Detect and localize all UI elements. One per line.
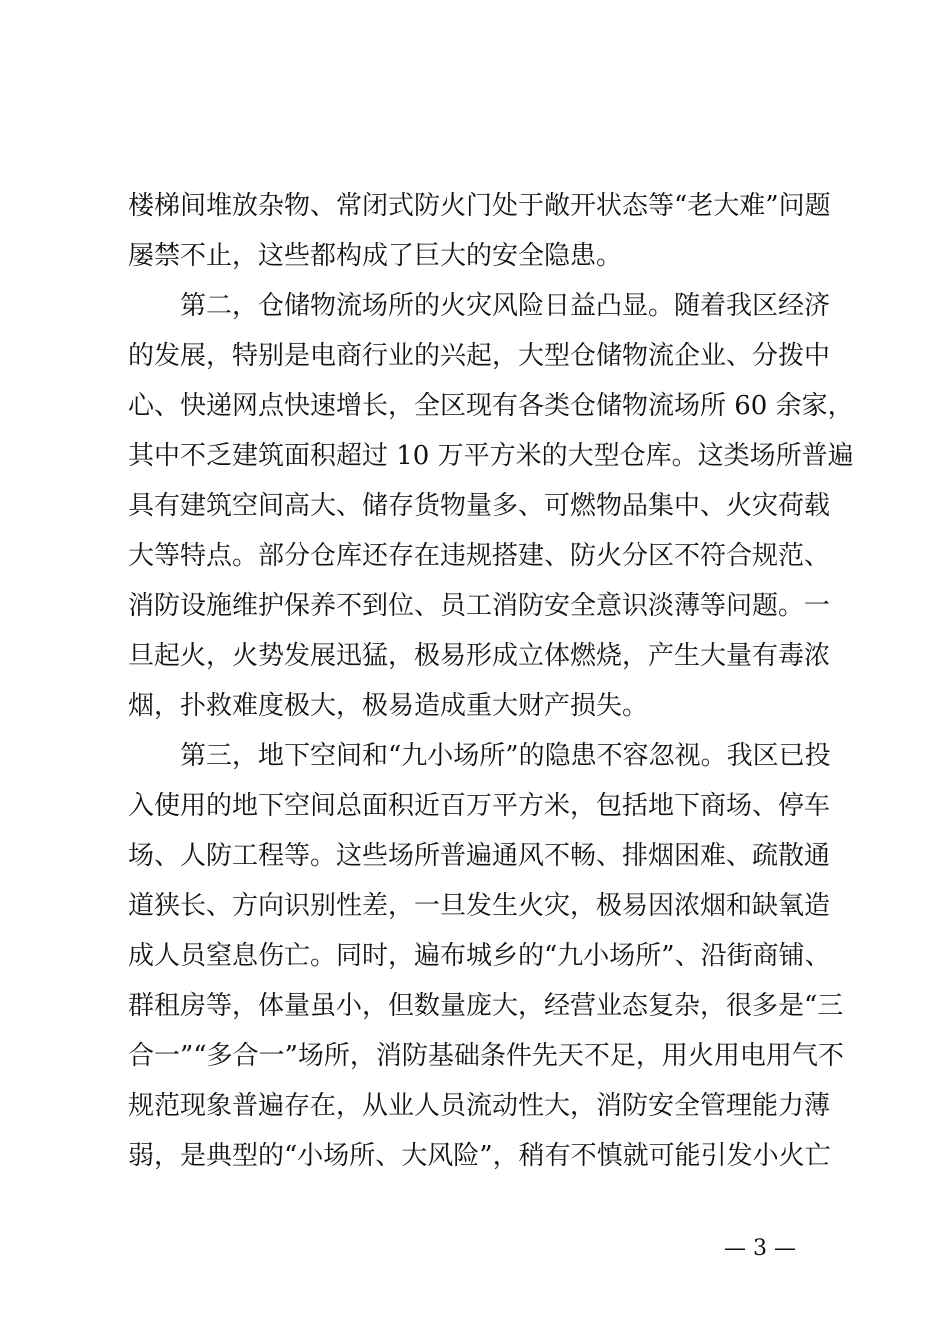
paragraph-3-line-3: 场、人防工程等。这些场所普遍通风不畅、排烟困难、疏散通 <box>128 841 831 871</box>
paragraph-3-line-8: 规范现象普遍存在，从业人员流动性大，消防安全管理能力薄 <box>128 1091 831 1121</box>
paragraph-2-line-7: 消防设施维护保养不到位、员工消防安全意识淡薄等问题。一 <box>128 591 831 621</box>
paragraph-2-line-9: 烟，扑救难度极大，极易造成重大财产损失。 <box>128 691 649 721</box>
text-line-2: 屡禁不止，这些都构成了巨大的安全隐患。 <box>128 241 623 271</box>
paragraph-2-line-1: 第二，仓储物流场所的火灾风险日益凸显。随着我区经济 <box>180 291 831 321</box>
paragraph-3-line-4: 道狭长、方向识别性差，一旦发生火灾，极易因浓烟和缺氧造 <box>128 891 831 921</box>
paragraph-3-line-5: 成人员窒息伤亡。同时，遍布城乡的“九小场所”、沿街商铺、 <box>128 941 831 971</box>
text-line-1: 楼梯间堆放杂物、常闭式防火门处于敞开状态等“老大难”问题 <box>128 191 831 221</box>
paragraph-2-line-8: 旦起火，火势发展迅猛，极易形成立体燃烧，产生大量有毒浓 <box>128 641 831 671</box>
paragraph-2-line-2: 的发展，特别是电商行业的兴起，大型仓储物流企业、分拨中 <box>128 341 831 371</box>
paragraph-3-line-7: 合一”“多合一”场所，消防基础条件先天不足，用火用电用气不 <box>128 1041 844 1071</box>
paragraph-2-line-6: 大等特点。部分仓库还存在违规搭建、防火分区不符合规范、 <box>128 541 831 571</box>
paragraph-2-line-5: 具有建筑空间高大、储存货物量多、可燃物品集中、火灾荷载 <box>128 491 831 521</box>
paragraph-3-line-9: 弱，是典型的“小场所、大风险”，稍有不慎就可能引发小火亡 <box>128 1141 831 1171</box>
paragraph-3-line-2: 入使用的地下空间总面积近百万平方米，包括地下商场、停车 <box>128 791 831 821</box>
paragraph-2-line-3: 心、快递网点快速增长，全区现有各类仓储物流场所 60 余家， <box>128 391 854 421</box>
paragraph-3-line-1: 第三，地下空间和“九小场所”的隐患不容忽视。我区已投 <box>180 741 831 771</box>
page-number: — 3 — <box>724 1236 796 1261</box>
paragraph-2-line-4: 其中不乏建筑面积超过 10 万平方米的大型仓库。这类场所普遍 <box>128 441 854 471</box>
paragraph-3-line-6: 群租房等，体量虽小，但数量庞大，经营业态复杂，很多是“三 <box>128 991 844 1021</box>
